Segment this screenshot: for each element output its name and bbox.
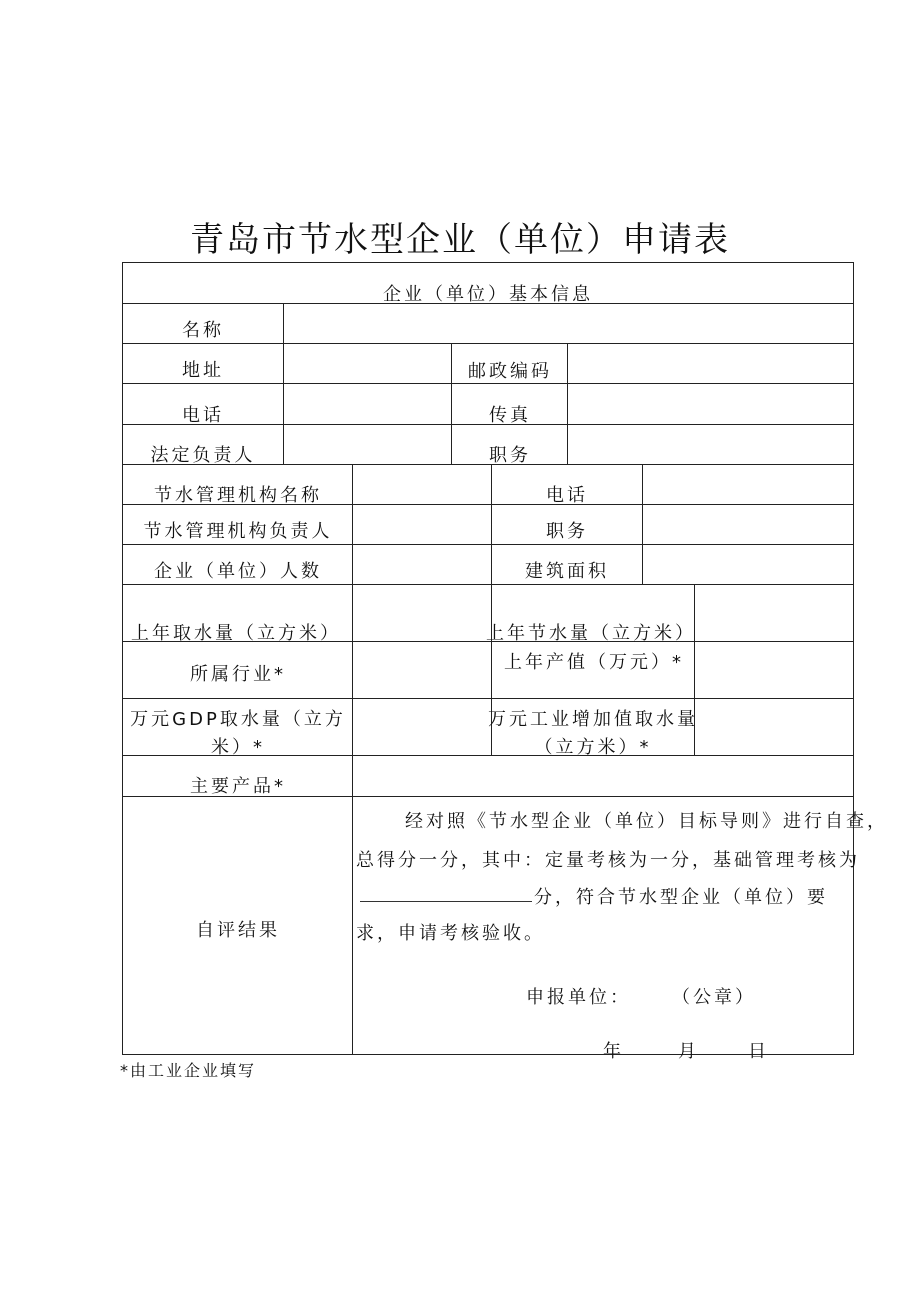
mgmt-phone-field[interactable] <box>644 466 852 503</box>
legal-rep-field[interactable] <box>285 426 450 463</box>
score-blank-line[interactable] <box>360 901 532 902</box>
mgmt-position-label: 职务 <box>546 521 588 542</box>
phone-label: 电话 <box>182 405 224 426</box>
position-field[interactable] <box>569 426 852 463</box>
fax-field[interactable] <box>569 385 852 423</box>
gdp-water-label-line1: 万元GDP取水量（立方 <box>130 709 346 730</box>
industrial-water-field[interactable] <box>696 700 852 754</box>
form-title: 青岛市节水型企业（单位）申请表 <box>190 220 730 260</box>
mgmt-org-name-field[interactable] <box>354 466 490 503</box>
industry-label: 所属行业* <box>190 664 286 685</box>
products-field[interactable] <box>354 757 852 795</box>
col-divider <box>642 464 643 584</box>
eval-text-line3: 分，符合节水型企业（单位）要 <box>534 887 828 908</box>
eval-text-line1: 经对照《节水型企业（单位）目标导则》进行自查， <box>405 811 888 832</box>
last-year-water-field[interactable] <box>354 586 490 640</box>
industrial-water-label-line2: （立方米）* <box>534 737 652 758</box>
col-divider <box>451 343 452 464</box>
legal-rep-label: 法定负责人 <box>150 445 256 466</box>
col-divider <box>352 464 353 1055</box>
self-eval-label: 自评结果 <box>196 920 280 941</box>
row-divider <box>122 544 854 545</box>
name-field[interactable] <box>285 305 852 342</box>
building-area-label: 建筑面积 <box>525 561 609 582</box>
fax-label: 传真 <box>489 405 531 426</box>
output-label: 上年产值（万元）* <box>504 652 684 673</box>
footnote: *由工业企业填写 <box>120 1061 257 1080</box>
mgmt-head-label: 节水管理机构负责人 <box>143 521 333 542</box>
products-label: 主要产品* <box>190 776 286 797</box>
seal-label: （公章） <box>672 987 756 1008</box>
gdp-water-label-line2: 米）* <box>211 737 265 758</box>
row-divider <box>122 383 854 384</box>
position-label: 职务 <box>489 445 531 466</box>
applicant-unit-label: 申报单位： <box>526 987 631 1008</box>
industrial-water-label-line1: 万元工业增加值取水量 <box>488 709 698 730</box>
mgmt-org-name-label: 节水管理机构名称 <box>154 485 322 506</box>
address-field[interactable] <box>285 345 450 382</box>
headcount-label: 企业（单位）人数 <box>154 561 322 582</box>
output-field[interactable] <box>696 643 852 697</box>
row-divider <box>122 343 854 344</box>
row-divider <box>122 698 854 699</box>
phone-field[interactable] <box>285 385 450 423</box>
row-divider <box>122 424 854 425</box>
eval-text-line2: 总得分一分，其中：定量考核为一分，基础管理考核为 <box>356 850 860 871</box>
postcode-label: 邮政编码 <box>468 361 552 382</box>
postcode-field[interactable] <box>569 345 852 382</box>
year-label: 年 <box>603 1041 624 1062</box>
eval-text-line4: 求，申请考核验收。 <box>356 923 545 944</box>
address-label: 地址 <box>182 360 224 381</box>
industry-field[interactable] <box>354 643 490 697</box>
building-area-field[interactable] <box>644 546 852 583</box>
col-divider <box>567 343 568 464</box>
mgmt-position-field[interactable] <box>644 506 852 543</box>
month-label: 月 <box>678 1041 699 1062</box>
row-divider <box>122 584 854 585</box>
gdp-water-field[interactable] <box>354 700 490 754</box>
last-year-saving-field[interactable] <box>696 586 852 640</box>
mgmt-head-field[interactable] <box>354 506 490 543</box>
section-title: 企业（单位）基本信息 <box>383 284 593 305</box>
col-divider <box>283 303 284 464</box>
last-year-saving-label: 上年节水量（立方米） <box>486 623 696 644</box>
day-label: 日 <box>748 1041 769 1062</box>
mgmt-phone-label: 电话 <box>546 485 588 506</box>
headcount-field[interactable] <box>354 546 490 583</box>
name-label: 名称 <box>182 320 224 341</box>
last-year-water-label: 上年取水量（立方米） <box>131 623 341 644</box>
